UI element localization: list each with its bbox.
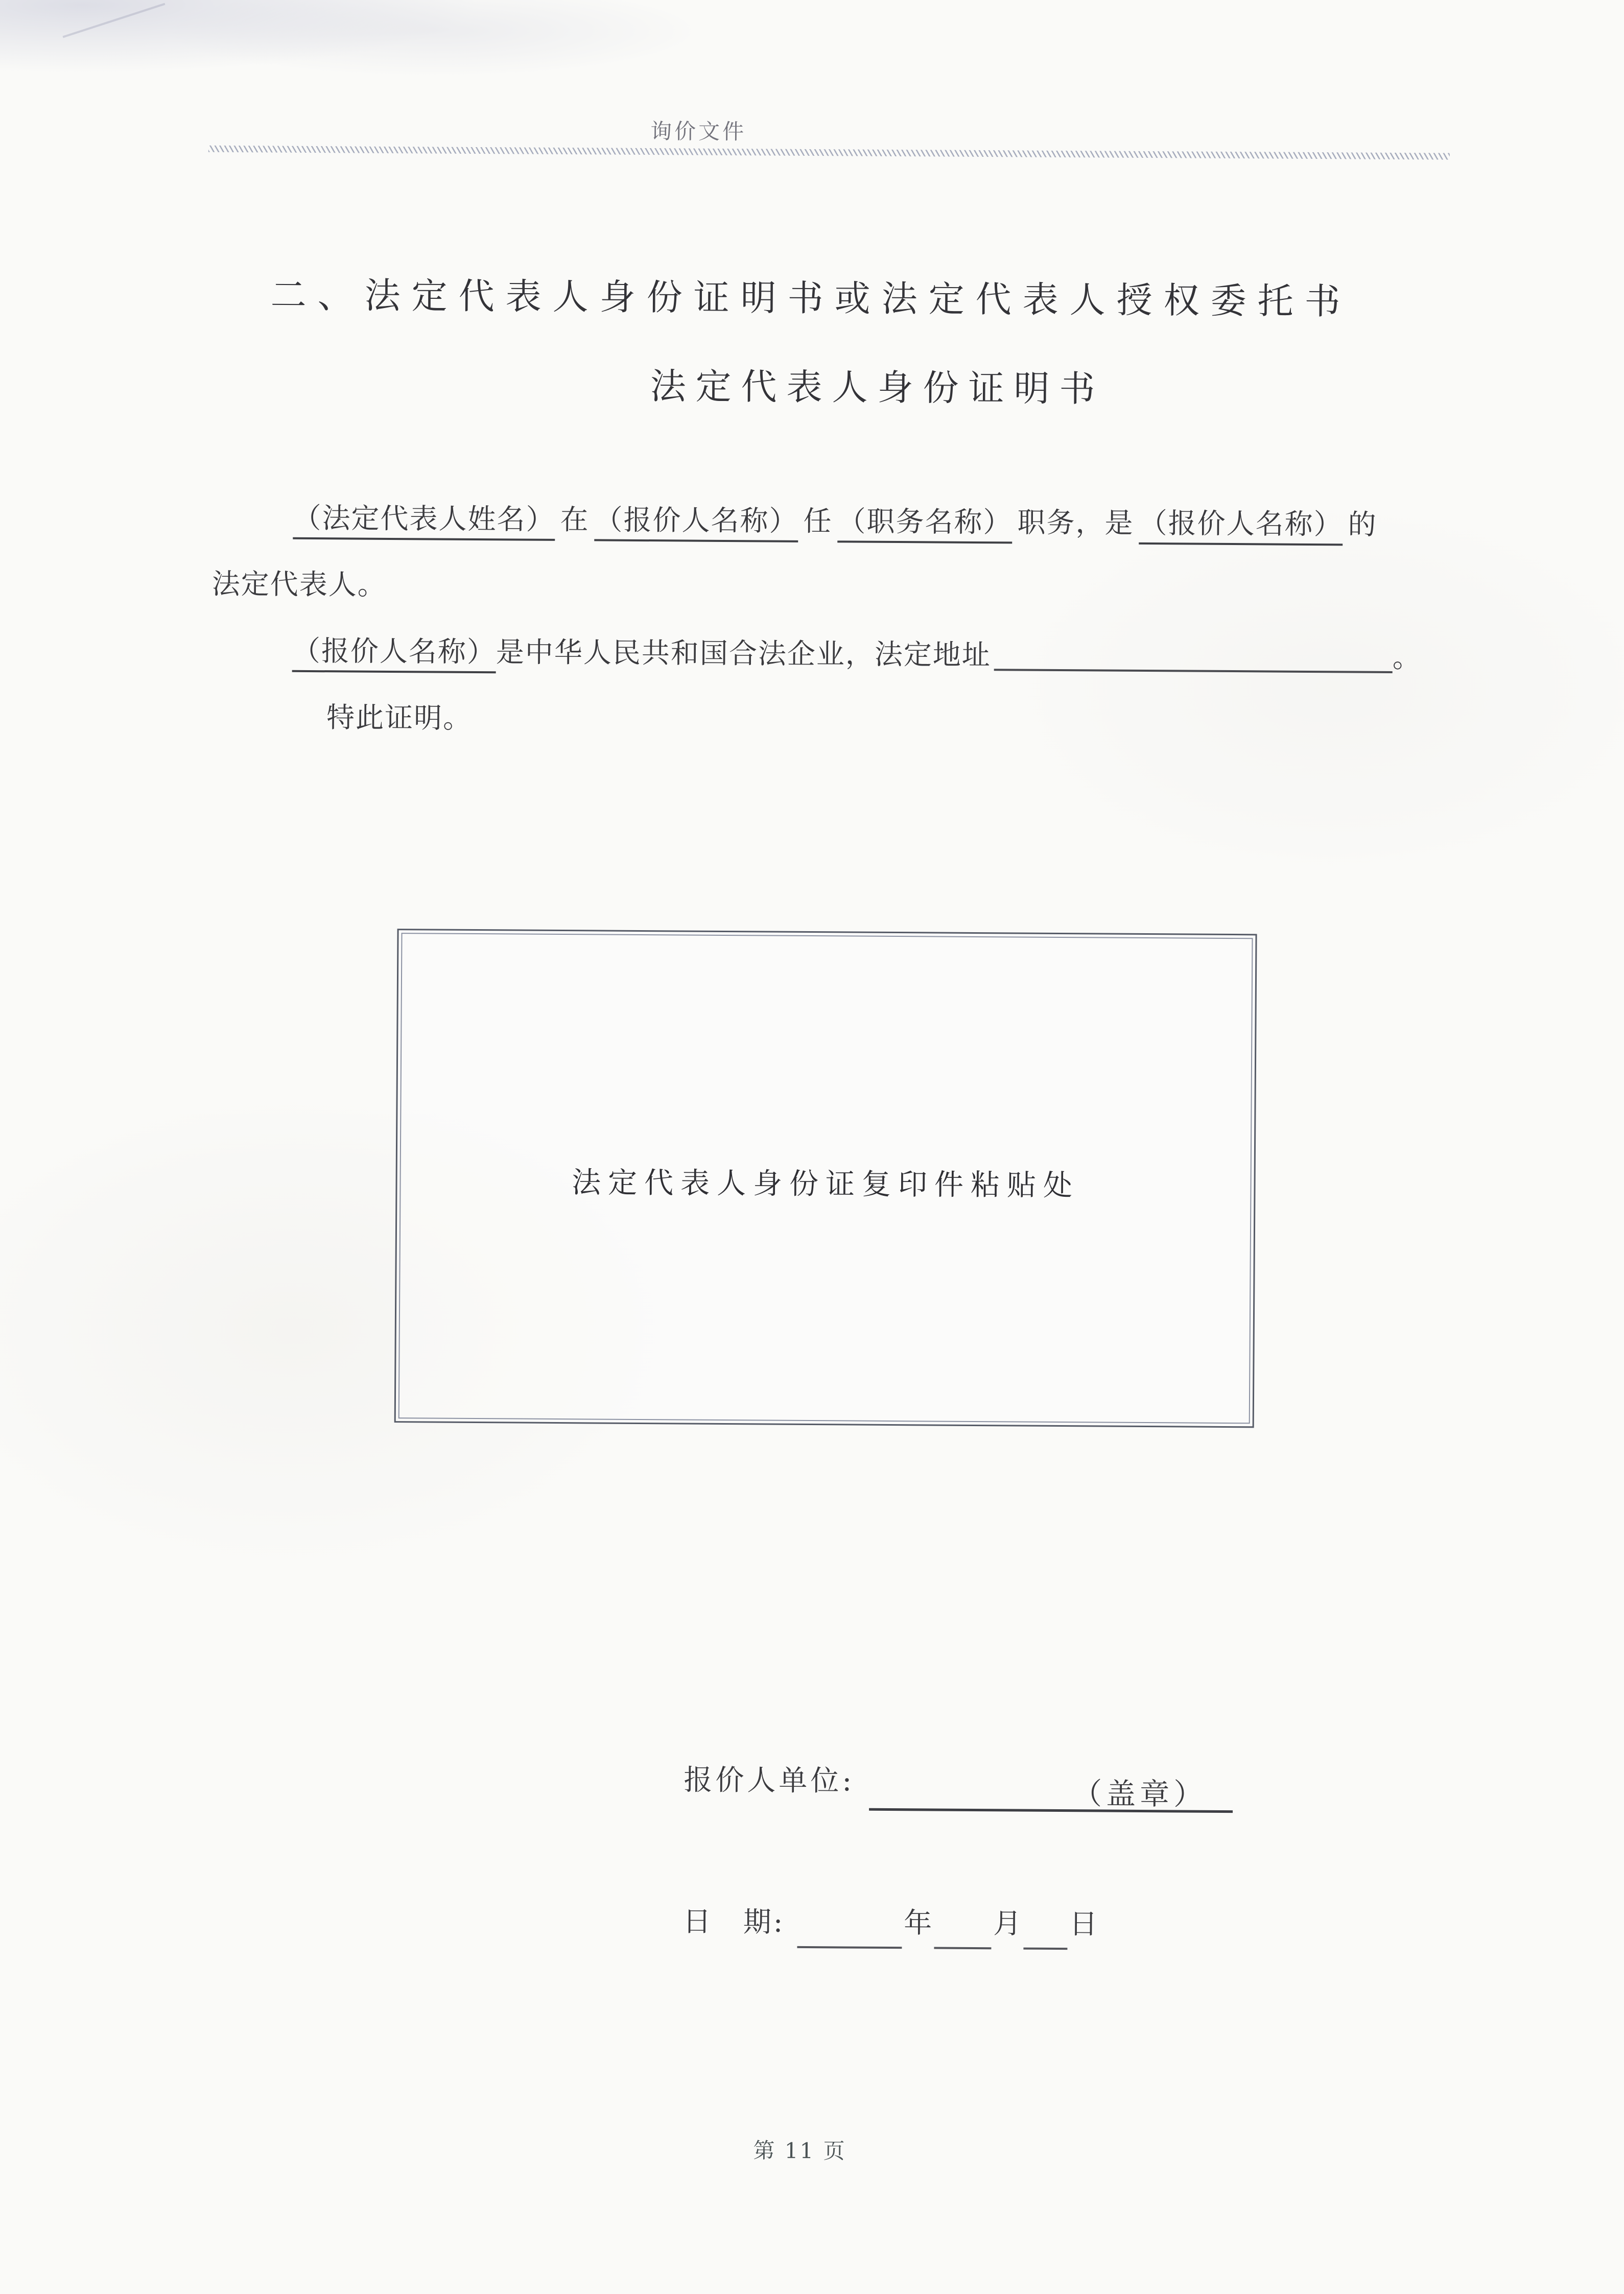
blank-position-title: （职务名称） <box>837 505 1012 543</box>
sentence-period: 。 <box>1392 641 1422 674</box>
connector-text-4: 的 <box>1348 508 1377 541</box>
certificate-paragraph-line2: 法定代表人。 <box>211 567 387 601</box>
date-year-label: 年 <box>904 1906 932 1940</box>
bidder-unit-row <box>684 1753 1233 1813</box>
page-number: 第 11 页 <box>753 2138 846 2164</box>
connector-text-2: 任 <box>803 504 833 538</box>
connector-text-3: 职务，是 <box>1017 506 1134 539</box>
page-header-title: 询价文件 <box>650 119 747 145</box>
hereby-certify-text: 特此证明。 <box>326 701 473 735</box>
paste-box-inner-border <box>398 933 1253 1424</box>
date-year-blank <box>797 1905 902 1949</box>
enterprise-paragraph <box>211 617 1448 691</box>
date-month-label: 月 <box>993 1907 1022 1940</box>
date-row <box>682 1901 1099 1950</box>
page-header <box>0 110 1397 150</box>
connector-text-1: 在 <box>560 503 590 536</box>
certificate-body <box>211 484 1449 758</box>
paste-box-label: 法定代表人身份证复印件粘贴处 <box>571 1165 1080 1202</box>
blank-bidder-name-2: （报价人名称） <box>1139 507 1343 546</box>
date-month-blank <box>934 1906 992 1950</box>
seal-note: （盖章） <box>1072 1776 1208 1812</box>
bidder-unit-signature-blank <box>869 1753 1233 1813</box>
date-day-blank <box>1023 1907 1068 1950</box>
certificate-paragraph-line1 <box>212 484 1449 558</box>
date-day-label: 日 <box>1069 1907 1098 1941</box>
enterprise-statement-text: 是中华人民共和国合法企业，法定地址 <box>496 635 992 672</box>
blank-legal-address <box>994 643 1393 673</box>
section-heading: 二、法定代表人身份证明书或法定代表人授权委托书 <box>270 274 1352 323</box>
blank-legal-rep-name: （法定代表人姓名） <box>293 502 555 541</box>
blank-bidder-name-3: （报价人名称） <box>292 634 496 673</box>
section-subheading: 法定代表人身份证明书 <box>650 365 1105 410</box>
page-footer <box>0 2129 1612 2169</box>
id-copy-paste-box <box>394 929 1257 1428</box>
blank-bidder-name-1: （报价人名称） <box>594 503 798 542</box>
bidder-unit-label: 报价人单位: <box>684 1763 855 1798</box>
date-label: 日 期: <box>682 1905 785 1938</box>
